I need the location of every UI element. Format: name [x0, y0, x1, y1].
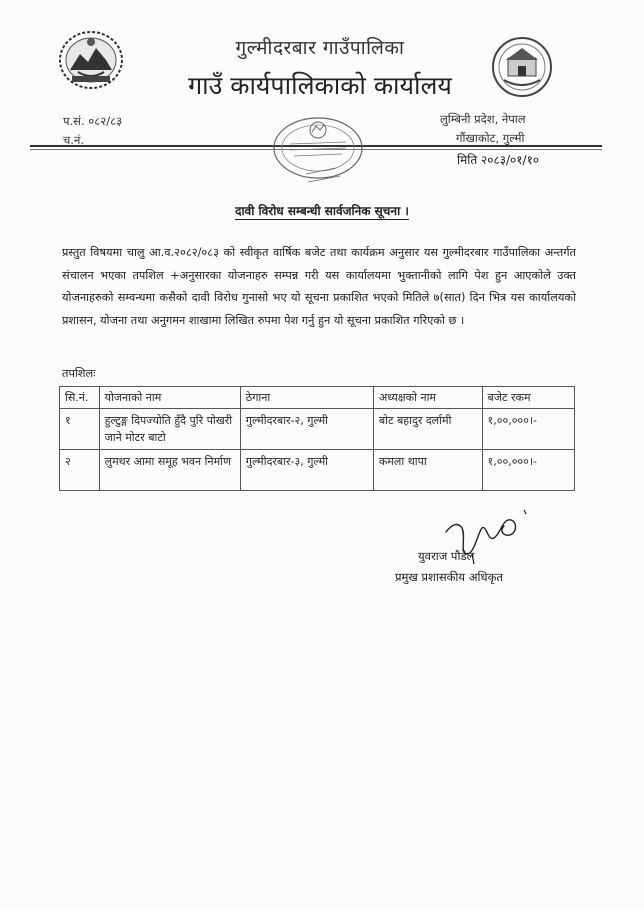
cell-project: लुमथर आमा समूह भवन निर्माण	[99, 450, 240, 491]
address-block	[440, 110, 526, 148]
cell-address: गुल्मीदरबार-२, गुल्मी	[240, 409, 373, 450]
notice-date: मिति २०८३/०१/१०	[457, 153, 540, 167]
notice-title: दावी विरोध सम्बन्धी सार्वजनिक सूचना ।	[235, 204, 409, 218]
cell-address: गुल्मीदरबार-३, गुल्मी	[240, 450, 373, 491]
office-name: गाउँ कार्यपालिकाको कार्यालय	[188, 71, 452, 100]
municipality-logo-icon	[490, 36, 554, 98]
cell-chair: बोट बहादुर दर्लामी	[373, 409, 482, 450]
cell-serial: १	[60, 409, 100, 450]
cell-project: हुल्टुङ्ग दिपज्योति हुँदै पुरि पोखरी जाने मोटर बाटो	[99, 409, 240, 450]
col-chair-header: अध्यक्षको नाम	[373, 387, 482, 409]
table-row	[60, 409, 575, 450]
col-project-header: योजनाको नाम	[99, 387, 240, 409]
signatory-name: युवराज पौडेल	[418, 549, 475, 563]
details-label: तपशिलः	[62, 367, 96, 380]
office-seal-stamp	[268, 112, 368, 192]
cell-chair: कमला थापा	[373, 450, 482, 491]
signatory-designation: प्रमुख प्रशासकीय अधिकृत	[395, 570, 503, 584]
dispatch-number: च.नं.	[63, 133, 84, 147]
table-header-row	[60, 387, 575, 409]
col-serial-header: सि.नं.	[60, 387, 100, 409]
cell-budget: १,००,०००।-	[482, 450, 574, 491]
col-budget-header: बजेट रकम	[482, 387, 574, 409]
table-row	[60, 450, 575, 491]
cell-serial: २	[60, 450, 100, 491]
municipality-name: गुल्मीदरबार गाउँपालिका	[235, 37, 405, 59]
nepal-emblem-icon	[58, 30, 124, 90]
col-address-header: ठेगाना	[240, 387, 373, 409]
address-province: लुम्बिनी प्रदेश, नेपाल	[440, 112, 526, 126]
projects-table	[59, 386, 575, 491]
reference-number: प.सं. ०८२/८३	[63, 114, 123, 128]
address-district: गौंखाकोट, गुल्मी	[456, 131, 525, 145]
cell-budget: १,००,०००।-	[482, 409, 574, 450]
notice-body: प्रस्तुत विषयमा चालु आ.व.२०८२/०८३ को स्वीकृत वार्षिक बजेट तथा कार्यक्रम अनुसार यस गुल्मीदरबार गाउँपालिका अन्तर्गत संचालन भएका तपशिल +अनुसारका योजनाहरु सम्पन्न गरी यस कार्यालयमा भुक्तानीको लागि पेश हुन आएकोले उक्त योजनाहरुको सम्वन्धमा कसैको दावी विरोध गुनासो भए यो सूचना प्रकाशित भएको मितिले ७(सात) दिन भित्र यस कार्यालयको प्रशासन, योजना तथा अनुगमन शाखामा लिखित रुपमा पेश गर्नु हुन यो सूचना प्रकाशित गरिएको छ ।	[62, 246, 576, 327]
